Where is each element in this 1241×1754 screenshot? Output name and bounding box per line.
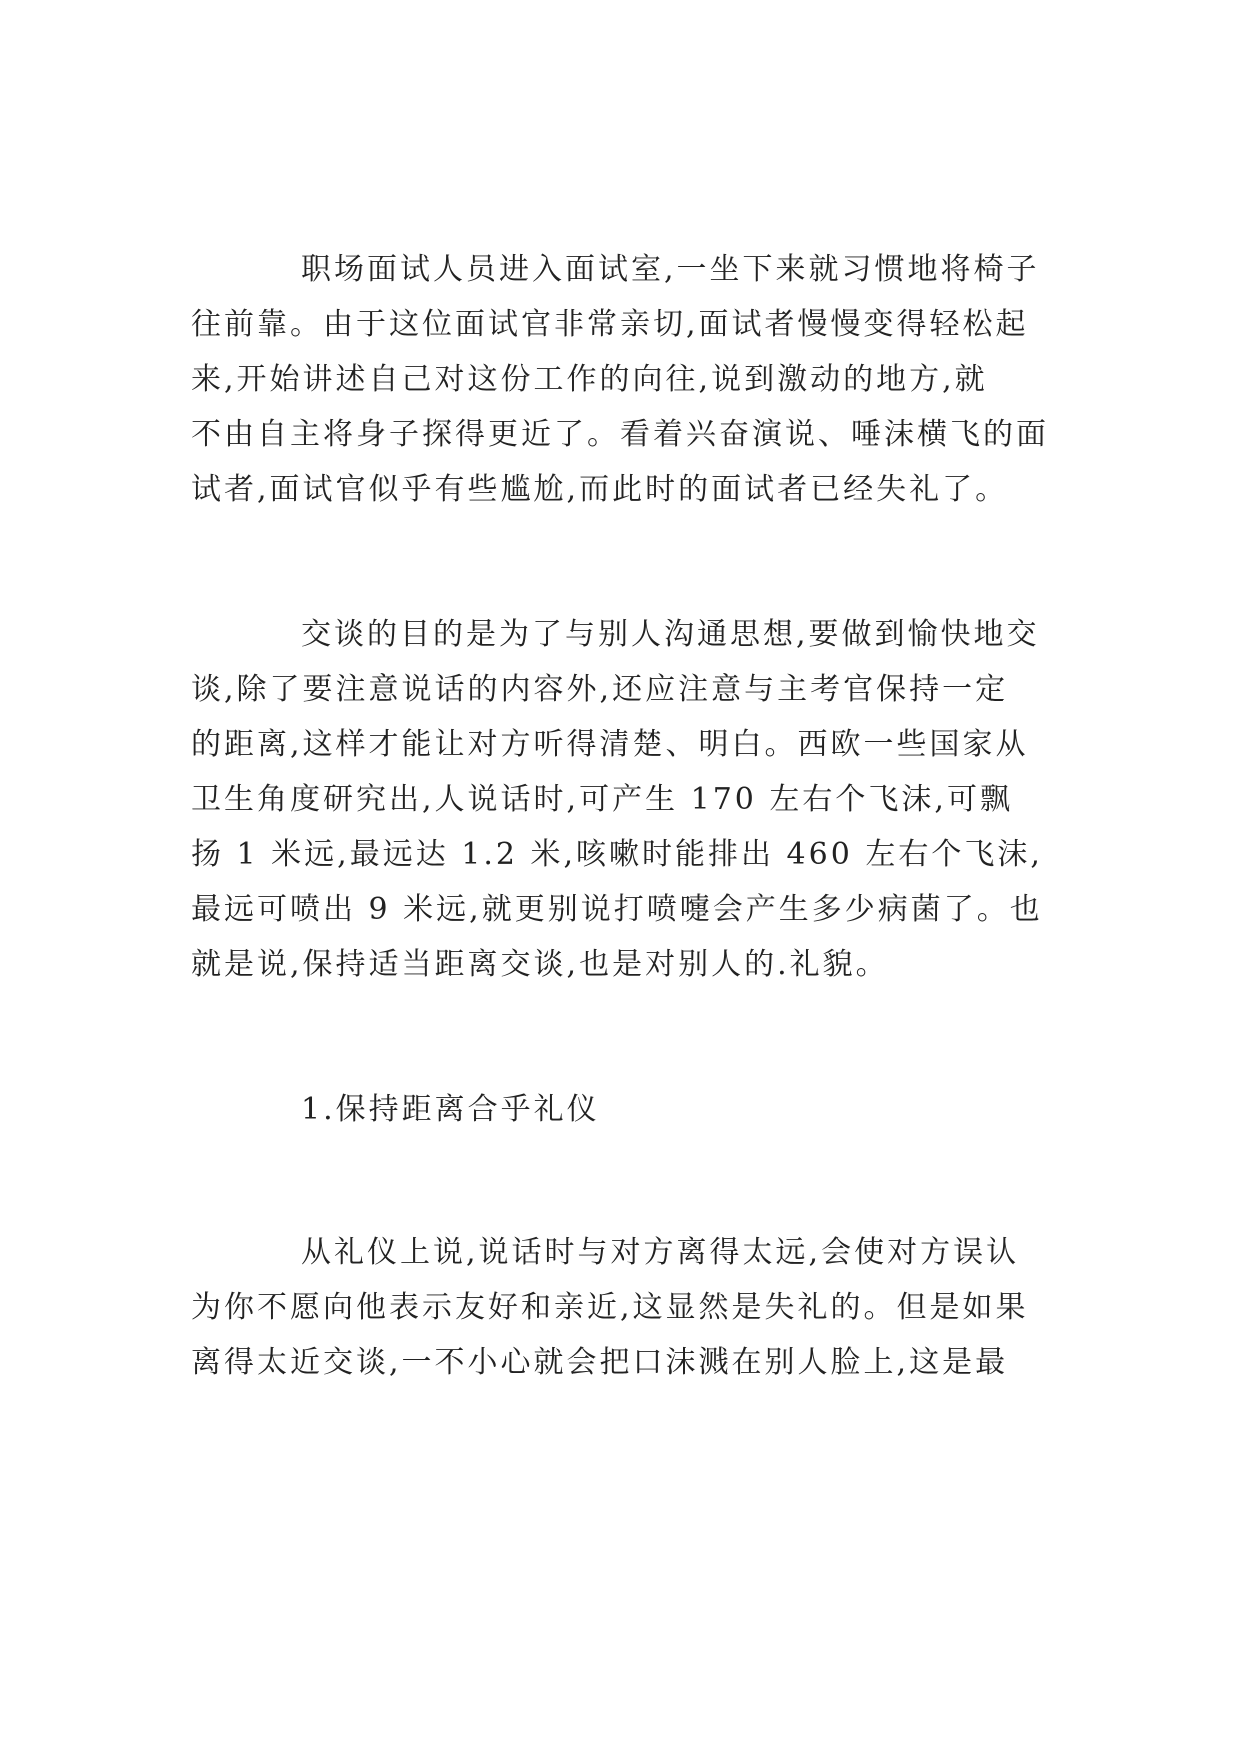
paragraph-line: 就是说,保持适当距离交谈,也是对别人的.礼貌。 <box>191 947 889 982</box>
paragraph-line: 最远可喷出 9 米远,就更别说打喷嚏会产生多少病菌了。也 <box>191 892 1043 927</box>
paragraph-line: 的距离,这样才能让对方听得清楚、明白。西欧一些国家从 <box>191 727 1029 762</box>
paragraph-line: 离得太近交谈,一不小心就会把口沫溅在别人脸上,这是最 <box>191 1345 1009 1380</box>
paragraph-line: 交谈的目的是为了与别人沟通思想,要做到愉快地交 <box>301 617 1040 652</box>
paragraph-line: 往前靠。由于这位面试官非常亲切,面试者慢慢变得轻松起 <box>191 307 1029 342</box>
paragraph-line: 来,开始讲述自己对这份工作的向往,说到激动的地方,就 <box>191 362 988 397</box>
paragraph-line: 卫生角度研究出,人说话时,可产生 170 左右个飞沫,可飘 <box>191 782 1013 817</box>
section-heading: 1.保持距离合乎礼仪 <box>301 1092 600 1127</box>
paragraph-line: 职场面试人员进入面试室,一坐下来就习惯地将椅子 <box>301 252 1040 287</box>
paragraph-line: 从礼仪上说,说话时与对方离得太远,会使对方误认 <box>301 1235 1020 1270</box>
paragraph-line: 试者,面试官似乎有些尴尬,而此时的面试者已经失礼了。 <box>191 472 1009 507</box>
paragraph-line: 扬 1 米远,最远达 1.2 米,咳嗽时能排出 460 左右个飞沫, <box>191 837 1043 872</box>
paragraph-line: 为你不愿向他表示友好和亲近,这显然是失礼的。但是如果 <box>191 1290 1029 1325</box>
paragraph-line: 不由自主将身子探得更近了。看着兴奋演说、唾沫横飞的面 <box>191 417 1049 452</box>
paragraph-line: 谈,除了要注意说话的内容外,还应注意与主考官保持一定 <box>191 672 1009 707</box>
